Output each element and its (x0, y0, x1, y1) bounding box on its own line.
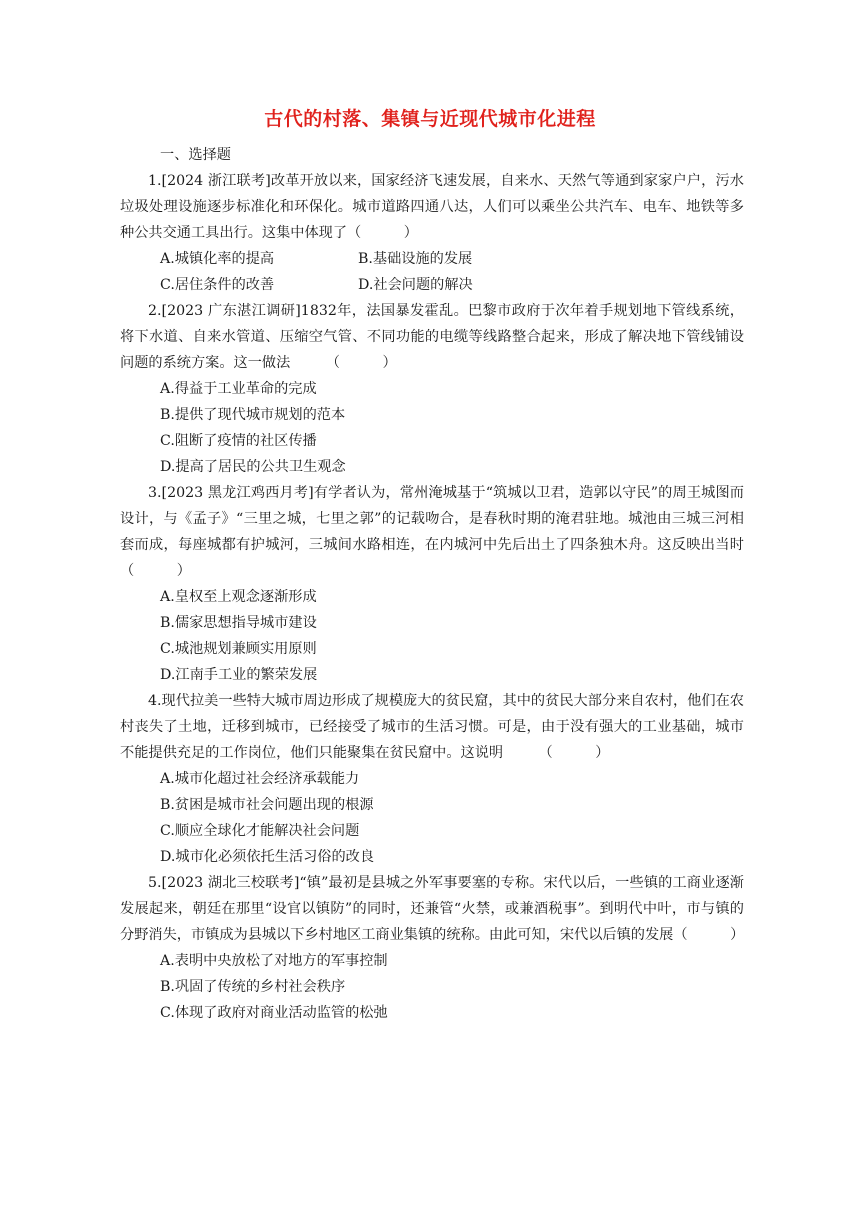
option-a: A.表明中央放松了对地方的军事控制 (160, 953, 388, 969)
question-5 (120, 870, 744, 1026)
question-stem: 2.[2023 广东湛江调研]1832年，法国暴发霍乱。巴黎市政府于次年着手规划地下管线系统，将下水道、自来水管道、压缩空气管、不同功能的电缆等线路整合起来，形成了解决地下管线铺设问题的系统方案。这一做法 （ ） (120, 303, 744, 371)
option-c: C.城池规划兼顾实用原则 (160, 641, 317, 657)
option-b: B.巩固了传统的乡村社会秩序 (160, 979, 346, 995)
option-b: B.基础设施的发展 (358, 251, 473, 267)
option-d: D.提高了居民的公共卫生观念 (160, 459, 346, 475)
option-d: D.城市化必须依托生活习俗的改良 (160, 849, 375, 865)
question-stem: 1.[2024 浙江联考]改革开放以来，国家经济飞速发展，自来水、天然气等通到家家户户，污水垃圾处理设施逐步标准化和环保化。城市道路四通八达，人们可以乘坐公共汽车、电车、地铁等多种公共交通工具出行。这集中体现了（ ） (120, 173, 744, 241)
option-b: B.儒家思想指导城市建设 (160, 615, 317, 631)
option-c: C.阻断了疫情的社区传播 (160, 433, 317, 449)
option-a: A.得益于工业革命的完成 (160, 381, 317, 397)
question-2 (120, 298, 744, 480)
option-row (120, 272, 744, 298)
option-a: A.皇权至上观念逐渐形成 (160, 589, 317, 605)
option-c: C.顺应全球化才能解决社会问题 (160, 823, 360, 839)
option-row (120, 246, 744, 272)
option-d: D.社会问题的解决 (358, 277, 473, 293)
question-stem: 3.[2023 黑龙江鸡西月考]有学者认为，常州淹城基于“筑城以卫君，造郭以守民”的周王城图而设计，与《孟子》“三里之城，七里之郭”的记载吻合，是春秋时期的淹君驻地。城池由三城三河相套而成，每座城都有护城河，三城间水路相连，在内城河中先后出土了四条独木舟。这反映出当时（ ） (120, 485, 744, 579)
document-body (120, 142, 744, 1026)
option-b: B.提供了现代城市规划的范本 (160, 407, 346, 423)
option-d: D.江南手工业的繁荣发展 (160, 667, 318, 683)
option-c: C.体现了政府对商业活动监管的松弛 (160, 1005, 388, 1021)
question-3 (120, 480, 744, 688)
document-title: 古代的村落、集镇与近现代城市化进程 (264, 108, 596, 130)
option-a: A.城镇化率的提高 (160, 251, 275, 267)
option-c: C.居住条件的改善 (160, 277, 275, 293)
question-4 (120, 688, 744, 870)
option-b: B.贫困是城市社会问题出现的根源 (160, 797, 374, 813)
question-stem: 4.现代拉美一些特大城市周边形成了规模庞大的贫民窟，其中的贫民大部分来自农村，他们在农村丧失了土地，迁移到城市，已经接受了城市的生活习惯。可是，由于没有强大的工业基础，城市不能提供充足的工作岗位，他们只能聚集在贫民窟中。这说明 （ ） (120, 693, 744, 761)
question-1 (120, 168, 744, 298)
section-heading: 一、选择题 (160, 147, 231, 163)
question-stem: 5.[2023 湖北三校联考]“镇”最初是县城之外军事要塞的专称。宋代以后，一些镇的工商业逐渐发展起来，朝廷在那里“设官以镇防”的同时，还兼管“火禁，或兼酒税事”。到明代中叶，市与镇的分野消失，市镇成为县城以下乡村地区工商业集镇的统称。由此可知，宋代以后镇的发展（ ） (120, 875, 745, 943)
option-a: A.城市化超过社会经济承载能力 (160, 771, 360, 787)
